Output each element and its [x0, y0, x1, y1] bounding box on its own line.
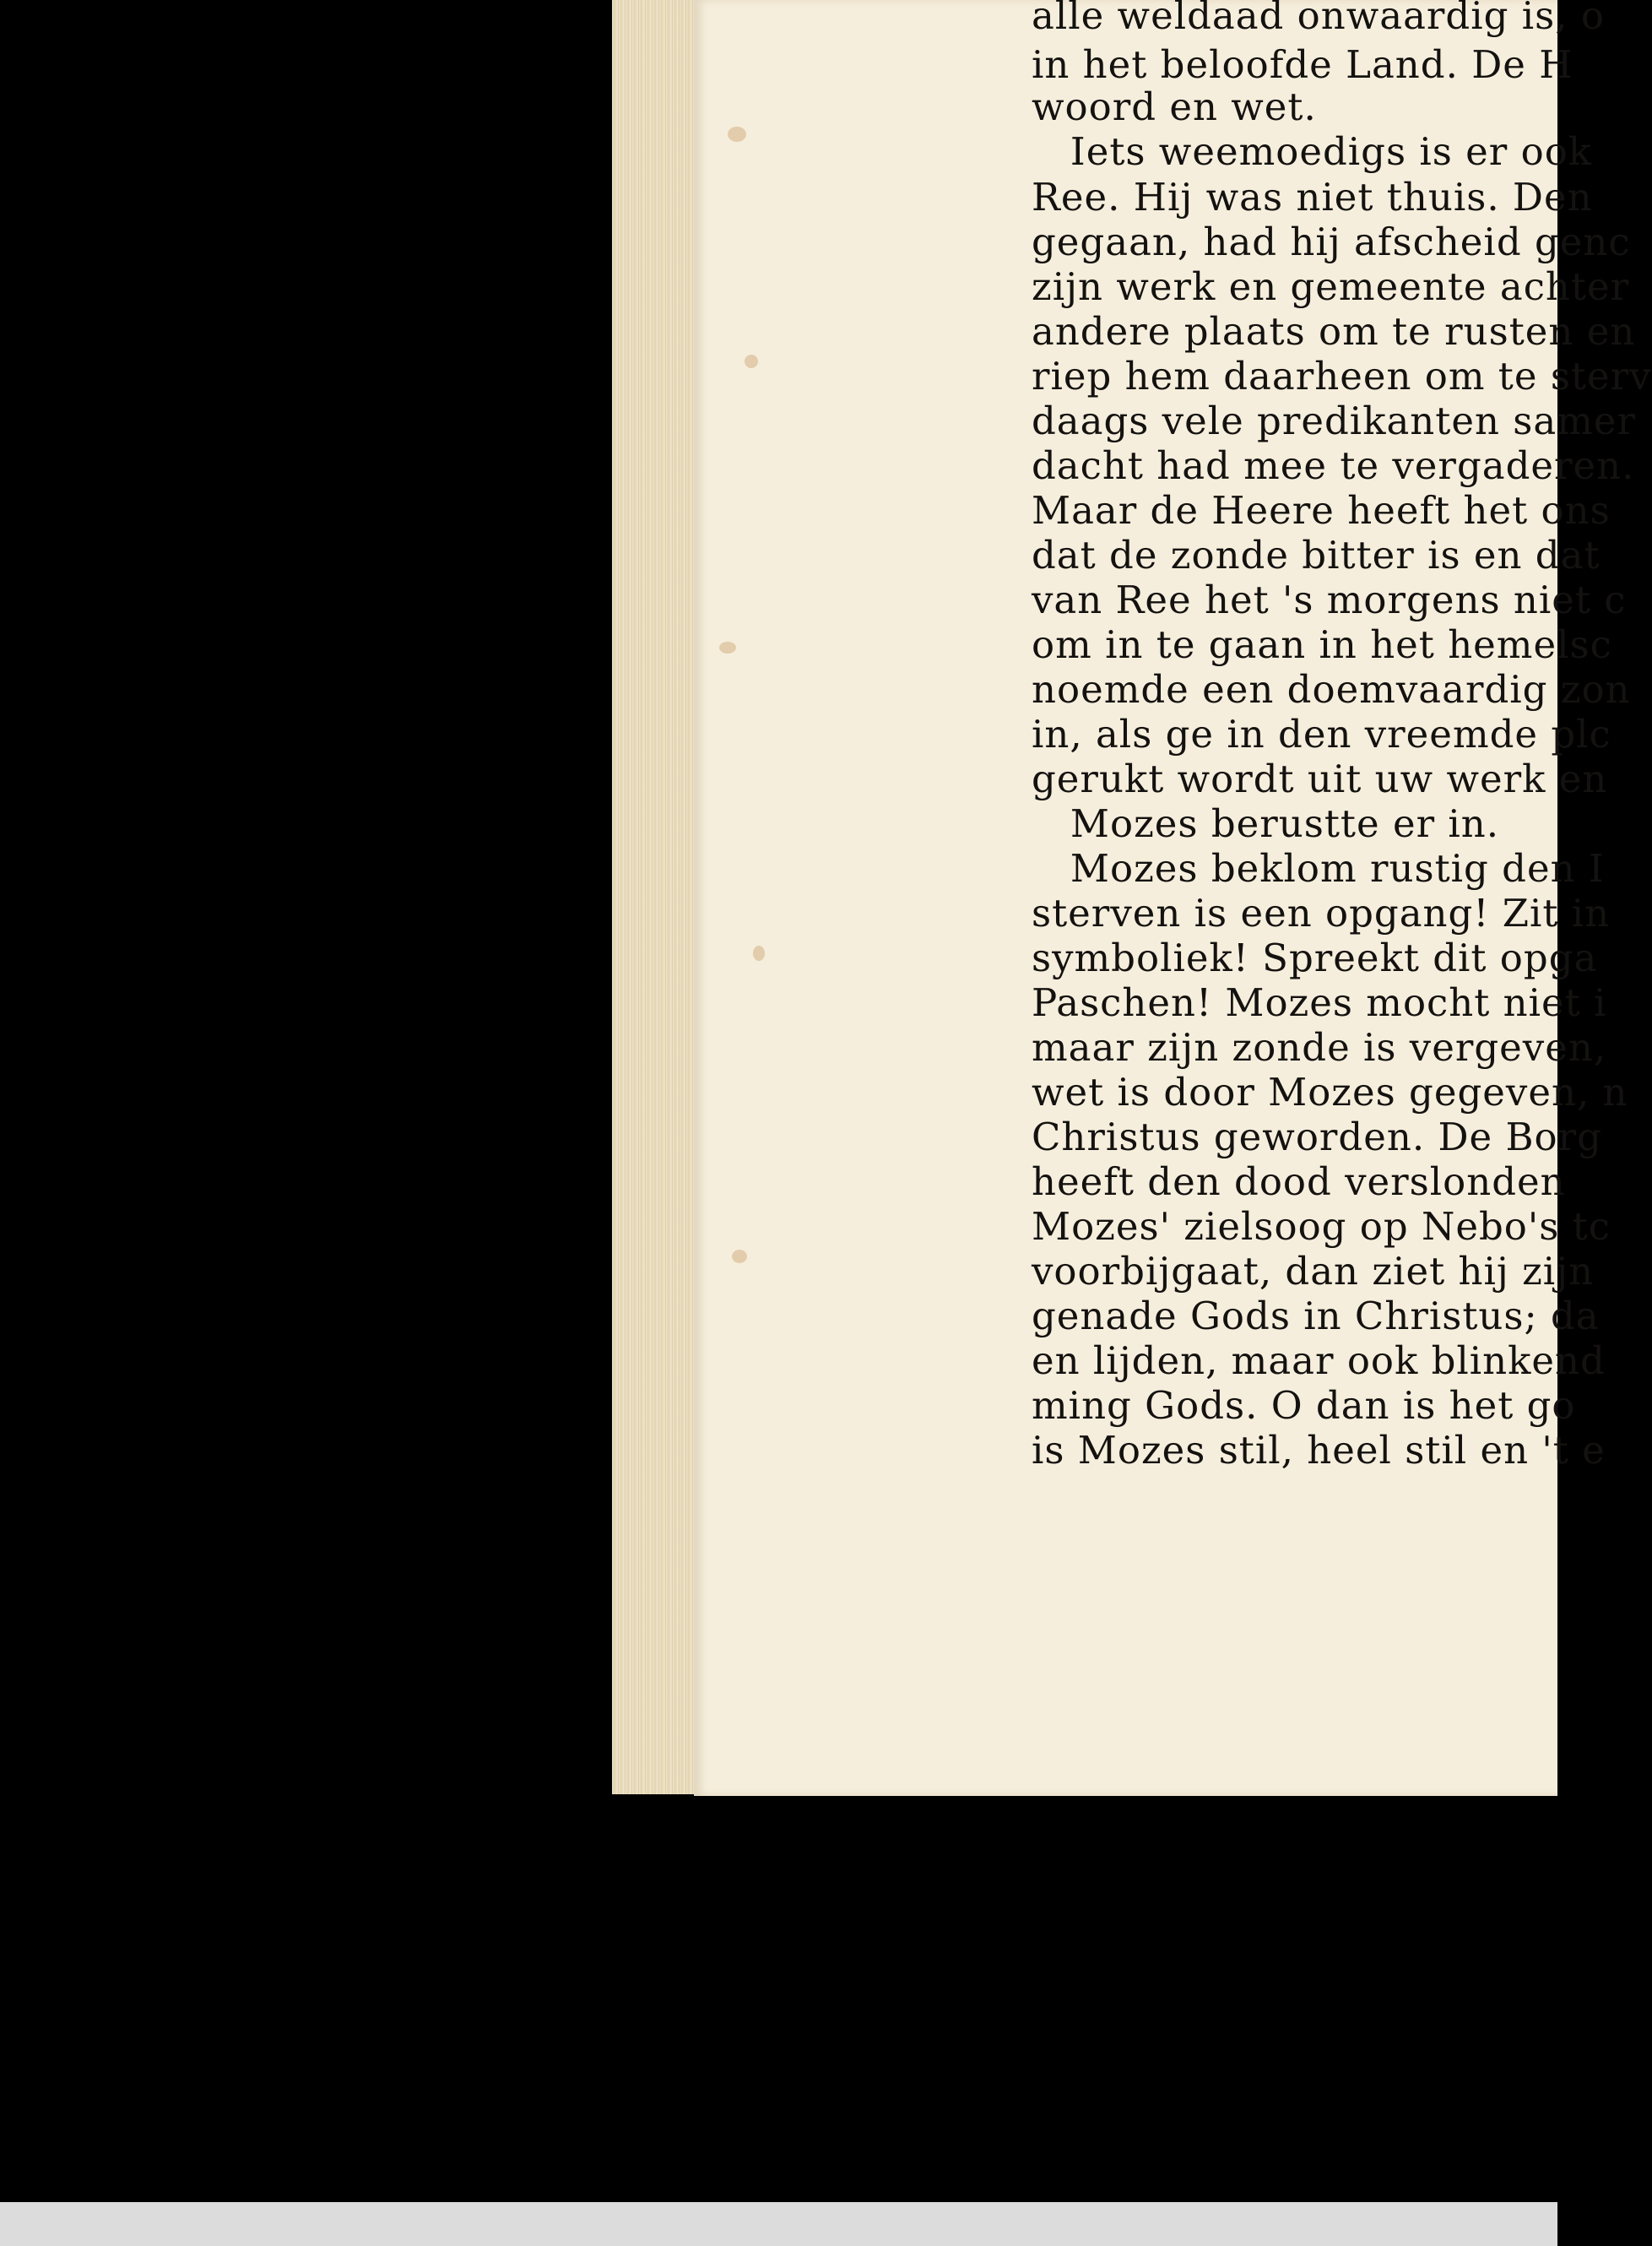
text-line: maar zijn zonde is vergeven, — [1032, 1025, 1607, 1070]
text-line: genade Gods in Christus; da — [1032, 1294, 1600, 1338]
text-line: zijn werk en gemeente achter — [1032, 264, 1630, 309]
text-line: dacht had mee te vergaderen. — [1032, 443, 1635, 488]
text-line: alle weldaad onwaardig is, o — [1032, 0, 1605, 38]
text-line: voorbijgaat, dan ziet hij zijn — [1032, 1249, 1595, 1294]
text-line: woord en wet. — [1032, 84, 1317, 129]
text-line: is Mozes stil, heel stil en 't e — [1032, 1428, 1606, 1473]
text-line: in het beloofde Land. De H — [1032, 42, 1573, 87]
text-line: Mozes beklom rustig den I — [1032, 846, 1605, 891]
text-line: Paschen! Mozes mocht niet i — [1032, 980, 1607, 1025]
text-line: daags vele predikanten samer — [1032, 399, 1637, 443]
text-line: riep hem daarheen om te sterv — [1032, 354, 1652, 399]
text-line: ming Gods. O dan is het go — [1032, 1383, 1576, 1428]
text-line: wet is door Mozes gegeven, n — [1032, 1070, 1628, 1115]
text-line: andere plaats om te rusten en — [1032, 309, 1636, 354]
text-line: sterven is een opgang! Zit in — [1032, 891, 1611, 936]
text-line: en lijden, maar ook blinkend — [1032, 1338, 1606, 1383]
scanner-bed-strip — [0, 2202, 1557, 2246]
text-line: Mozes' zielsoog op Nebo's tc — [1032, 1204, 1611, 1249]
text-line: Maar de Heere heeft het ons — [1032, 488, 1611, 533]
text-line: noemde een doemvaardig zon — [1032, 667, 1631, 712]
text-line: heeft den dood verslonden — [1032, 1159, 1566, 1204]
text-line: gerukt wordt uit uw werk en — [1032, 757, 1608, 801]
text-line: Mozes berustte er in. — [1032, 801, 1500, 846]
text-line: van Ree het 's morgens niet c — [1032, 578, 1627, 622]
body-text — [338, 0, 1652, 1473]
text-line: symboliek! Spreekt dit opga — [1032, 936, 1598, 980]
text-line: Christus geworden. De Borg — [1032, 1115, 1602, 1159]
text-line: Ree. Hij was niet thuis. Den — [1032, 175, 1593, 220]
text-line: in, als ge in den vreemde plc — [1032, 712, 1611, 757]
text-line: dat de zonde bitter is en dat — [1032, 533, 1601, 578]
text-line: Iets weemoedigs is er ook — [1032, 129, 1593, 174]
text-line: gegaan, had hij afscheid genc — [1032, 220, 1631, 264]
text-line: om in te gaan in het hemelsc — [1032, 622, 1612, 667]
